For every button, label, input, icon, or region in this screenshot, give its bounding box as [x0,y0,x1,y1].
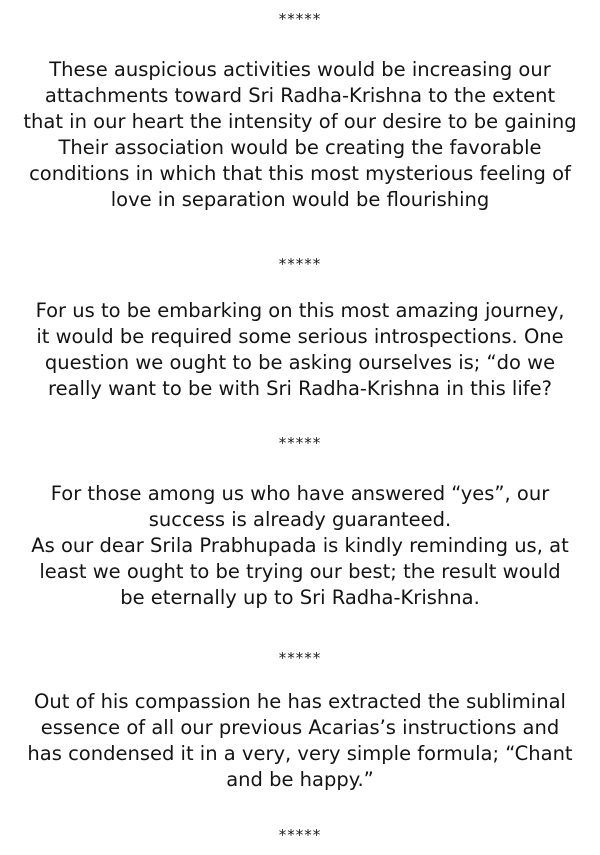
text-line: love in separation would be flourishing [110,188,490,211]
text-line: really want to be with Sri Radha-Krishna in this life? [48,377,552,400]
text-line: that in our heart the intensity of our desire to be gaining [23,110,577,133]
text-line: has condensed it in a very, very simple formula; “Chant [27,742,573,765]
text-line: These auspicious activities would be increasing our [49,58,551,81]
separator-stars: ***** [278,649,322,667]
text-line: least we ought to be trying our best; the result would [39,560,561,583]
paragraph-4 [8,689,592,793]
text-line: For those among us who have answered “yes”, our [50,482,550,505]
text-line: conditions in which that this most mysterious feeling of [29,162,571,185]
separator-stars: ***** [278,255,322,273]
text-line: it would be required some serious introspections. One [36,325,564,348]
text-line: For us to be embarking on this most amazing journey, [35,299,565,322]
text-line: Their association would be creating the favorable [58,136,542,159]
text-line: question we ought to be asking ourselves is; “do we [44,351,556,374]
text-line: be eternally up to Sri Radha-Krishna. [120,586,480,609]
separator-stars: ***** [278,826,322,844]
text-line: attachments toward Sri Radha-Krishna to the extent [44,84,556,107]
text-line: and be happy.” [226,768,374,791]
paragraph-1 [8,57,592,213]
paragraph-3 [8,481,592,611]
paragraph-2 [8,298,592,402]
separator-stars: ***** [278,10,322,28]
text-line: As our dear Srila Prabhupada is kindly reminding us, at [31,534,569,557]
text-line: success is already guaranteed. [148,508,452,531]
text-line: Out of his compassion he has extracted the subliminal [34,690,566,713]
separator-stars: ***** [278,434,322,452]
text-line: essence of all our previous Acarias’s instructions and [40,716,560,739]
